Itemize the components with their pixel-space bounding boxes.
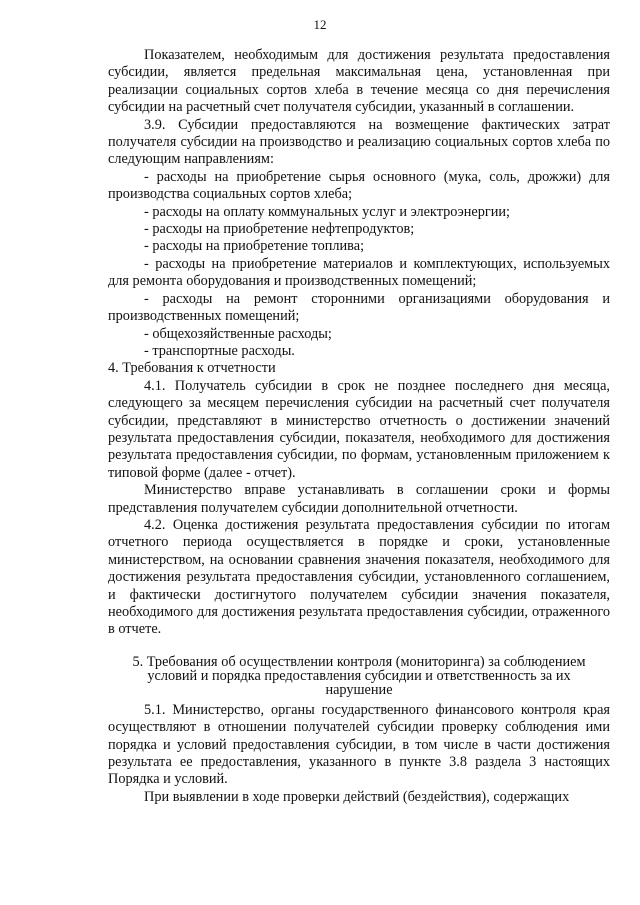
- list-item: - расходы на приобретение материалов и комплектующих, используемых для ремонта оборудования и производственных помещений;: [108, 255, 610, 290]
- paragraph-ministry-rights: Министерство вправе устанавливать в соглашении сроки и формы представления получателем субсидии дополнительной отчетности.: [108, 482, 610, 516]
- paragraph-indicator: Показателем, необходимым для достижения результата предоставления субсидии, является предельная максимальная цена, установленная при реализации социальных сортов хлеба в течение месяца со дня перечисления субсидии на расчетный счет получателя субсидии, указанный в соглашении.: [108, 47, 610, 116]
- paragraph-last: При выявлении в ходе проверки действий (бездействия), содержащих: [144, 788, 570, 805]
- list-item: - расходы на приобретение сырья основного (мука, соль, дрожжи) для производства социальных сортов хлеба;: [108, 168, 610, 203]
- list-item: - расходы на приобретение нефтепродуктов;: [144, 221, 415, 238]
- list-item: - расходы на ремонт сторонними организациями оборудования и производственных помещений;: [108, 290, 610, 325]
- paragraph-4-2: 4.2. Оценка достижения результата предоставления субсидии по итогам отчетного периода осуществляется в порядке и сроки, установленные министерством, на основании сравнения значения показателя, необходимого для достижения результата предоставления субсидии, установленного соглашением, и фактически достигнутого получателем субсидии значения показателя, необходимого для достижения результата предоставления субсидии, отраженного в отчете.: [108, 516, 610, 638]
- paragraph-5-1: 5.1. Министерство, органы государственного финансового контроля края осуществляют в отношении получателей субсидии проверку соблюдения ими порядка и условий предоставления субсидии, в том числе в части достижения результата ее предоставления, указанного в пункте 3.8 раздела 3 настоящих Порядка и условий.: [108, 701, 610, 788]
- list-item: - общехозяйственные расходы;: [144, 325, 332, 342]
- section-4-heading: 4. Требования к отчетности: [108, 360, 276, 377]
- section-5-heading: [108, 655, 610, 697]
- page-number: 12: [313, 17, 327, 32]
- paragraph-3-9: 3.9. Субсидии предоставляются на возмещение фактических затрат получателя субсидии на производство и реализацию социальных сортов хлеба по следующим направлениям:: [108, 116, 610, 168]
- section-5-heading-line: нарушение: [325, 681, 393, 698]
- paragraph-4-1: 4.1. Получатель субсидии в срок не позднее последнего дня месяца, следующего за месяцем перечисления субсидии на расчетный счет получателя субсидии, представляют в министерство отчетность о достижении значений результата предоставления субсидии, показателя, необходимого для достижения результата предоставления субсидии, по формам, установленным приложением к типовой форме (далее - отчет).: [108, 377, 610, 481]
- section-5-heading-line: условий и порядка предоставления субсидии и ответственность за их: [147, 667, 571, 684]
- expense-list: [108, 169, 610, 360]
- list-item: - расходы на приобретение топлива;: [144, 238, 365, 255]
- list-item: - расходы на оплату коммунальных услуг и электроэнергии;: [144, 203, 511, 220]
- list-item: - транспортные расходы.: [144, 342, 295, 359]
- document-body: [108, 47, 610, 806]
- section-5-heading-line: 5. Требования об осуществлении контроля (мониторинга) за соблюдением: [132, 653, 586, 670]
